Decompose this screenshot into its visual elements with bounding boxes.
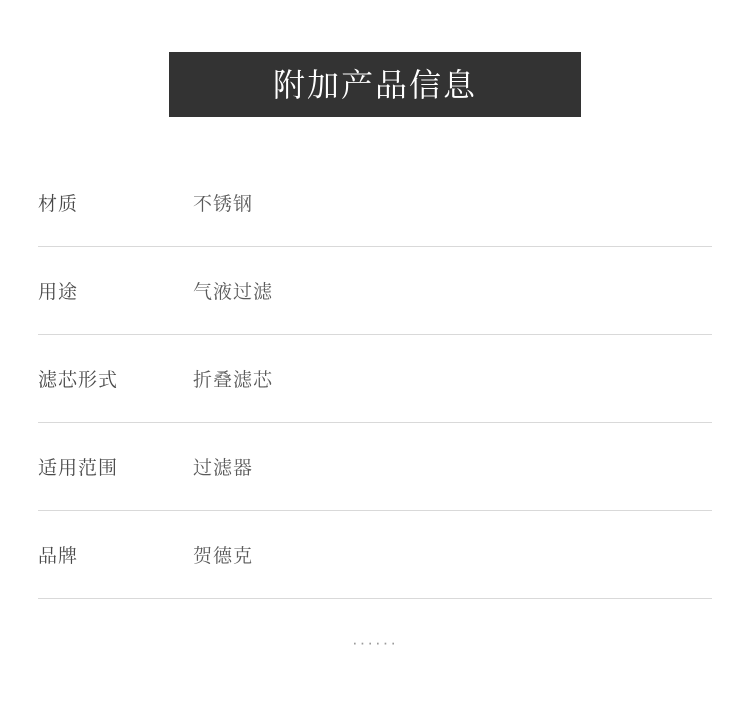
spec-label-brand: 品牌 xyxy=(38,546,79,567)
table-row xyxy=(38,159,712,247)
page-title-bar xyxy=(169,52,581,117)
page-title-container xyxy=(0,0,750,117)
spec-value-brand: 贺德克 xyxy=(193,546,254,567)
spec-label-usage: 用途 xyxy=(38,282,79,303)
more-indicator: ······ xyxy=(352,633,398,652)
table-row xyxy=(38,423,712,511)
spec-value-usage: 气液过滤 xyxy=(193,282,274,303)
specification-table xyxy=(0,159,750,599)
spec-value-element-form: 折叠滤芯 xyxy=(193,370,274,391)
table-row xyxy=(38,511,712,599)
table-row xyxy=(38,335,712,423)
page-title: 附加产品信息 xyxy=(272,66,477,103)
spec-value-application-range: 过滤器 xyxy=(193,458,254,479)
spec-label-application-range: 适用范围 xyxy=(38,458,119,479)
spec-value-material: 不锈钢 xyxy=(193,194,254,215)
spec-label-material: 材质 xyxy=(38,194,79,215)
spec-label-element-form: 滤芯形式 xyxy=(38,370,119,391)
table-row xyxy=(38,247,712,335)
